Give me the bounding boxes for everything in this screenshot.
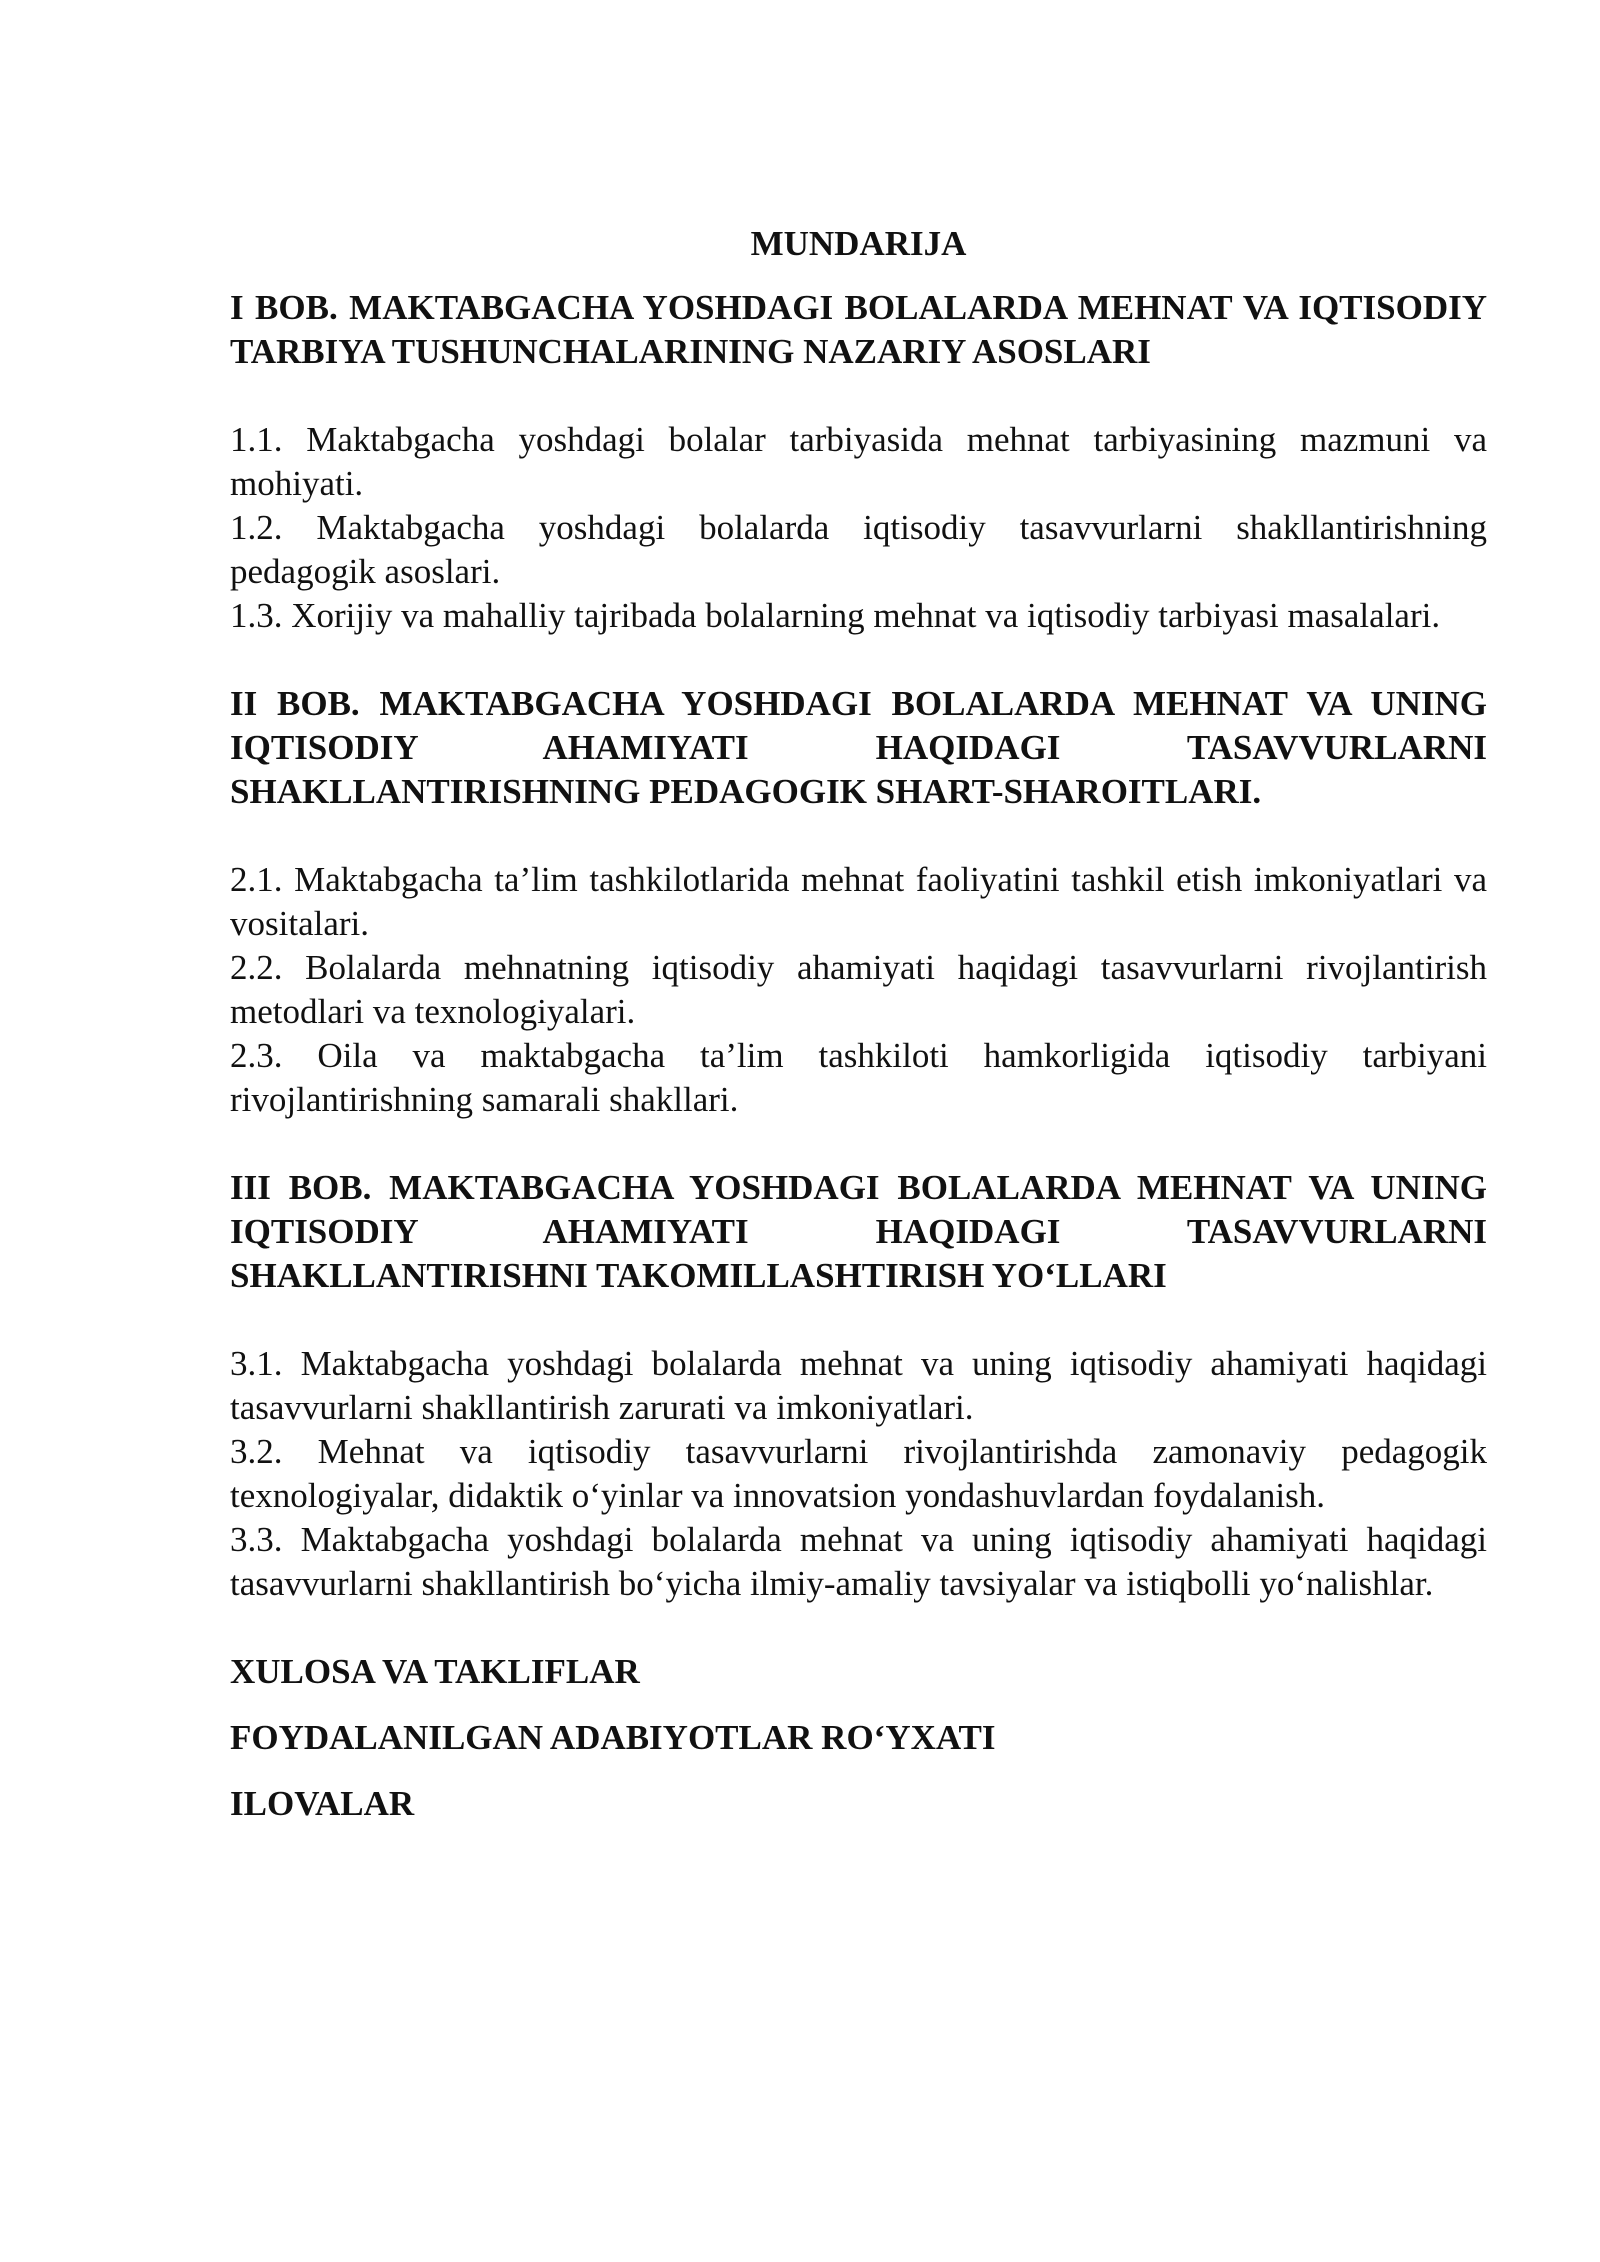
chapter-heading: I BOB. MAKTABGACHA YOSHDAGI BOLALARDA MEHNAT VA IQTISODIY TARBIYA TUSHUNCHALARINING NAZARIY ASOSLARI [230, 288, 1487, 371]
section-list [230, 1342, 1487, 1606]
chapter-3 [230, 1166, 1487, 1606]
section-item: 3.1. Maktabgacha yoshdagi bolalarda mehnat va uning iqtisodiy ahamiyati haqidagi tasavvurlarni shakllantirish zarurati va imkoniyatlari. [230, 1344, 1487, 1427]
conclusions-heading: XULOSA VA TAKLIFLAR [230, 1652, 640, 1691]
chapter-heading: II BOB. MAKTABGACHA YOSHDAGI BOLALARDA MEHNAT VA UNING IQTISODIY AHAMIYATI HAQIDAGI TASAVVURLARNI SHAKLLANTIRISHNING PEDAGOGIK SHART-SHAROITLARI. [230, 684, 1487, 811]
section-item: 2.2. Bolalarda mehnatning iqtisodiy ahamiyati haqidagi tasavvurlarni rivojlantirish metodlari va texnologiyalari. [230, 948, 1487, 1031]
chapter-2 [230, 682, 1487, 1122]
chapter-1 [230, 286, 1487, 638]
page-title: MUNDARIJA [750, 224, 967, 263]
table-of-contents [230, 222, 1487, 1848]
references-heading: FOYDALANILGAN ADABIYOTLAR RO‘YXATI [230, 1718, 996, 1757]
section-list [230, 858, 1487, 1122]
section-item: 3.3. Maktabgacha yoshdagi bolalarda mehnat va uning iqtisodiy ahamiyati haqidagi tasavvurlarni shakllantirish bo‘yicha ilmiy-amaliy tavsiyalar va istiqbolli yo‘nalishlar. [230, 1520, 1487, 1603]
chapter-heading: III BOB. MAKTABGACHA YOSHDAGI BOLALARDA MEHNAT VA UNING IQTISODIY AHAMIYATI HAQIDAGI TASAVVURLARNI SHAKLLANTIRISHNI TAKOMILLASHTIRISH YO‘LLARI [230, 1168, 1487, 1295]
section-item: 1.3. Xorijiy va mahalliy tajribada bolalarning mehnat va iqtisodiy tarbiyasi masalalari. [230, 596, 1441, 635]
section-list [230, 418, 1487, 638]
section-item: 1.1. Maktabgacha yoshdagi bolalar tarbiyasida mehnat tarbiyasining mazmuni va mohiyati. [230, 420, 1487, 503]
appendices-heading: ILOVALAR [230, 1784, 415, 1823]
section-item: 2.3. Oila va maktabgacha ta’lim tashkiloti hamkorligida iqtisodiy tarbiyani rivojlantirishning samarali shakllari. [230, 1036, 1487, 1119]
section-item: 3.2. Mehnat va iqtisodiy tasavvurlarni rivojlantirishda zamonaviy pedagogik texnologiyalar, didaktik o‘yinlar va innovatsion yondashuvlardan foydalanish. [230, 1432, 1487, 1515]
section-item: 1.2. Maktabgacha yoshdagi bolalarda iqtisodiy tasavvurlarni shakllantirishning pedagogik asoslari. [230, 508, 1487, 591]
section-item: 2.1. Maktabgacha ta’lim tashkilotlarida mehnat faoliyatini tashkil etish imkoniyatlari va vositalari. [230, 860, 1487, 943]
